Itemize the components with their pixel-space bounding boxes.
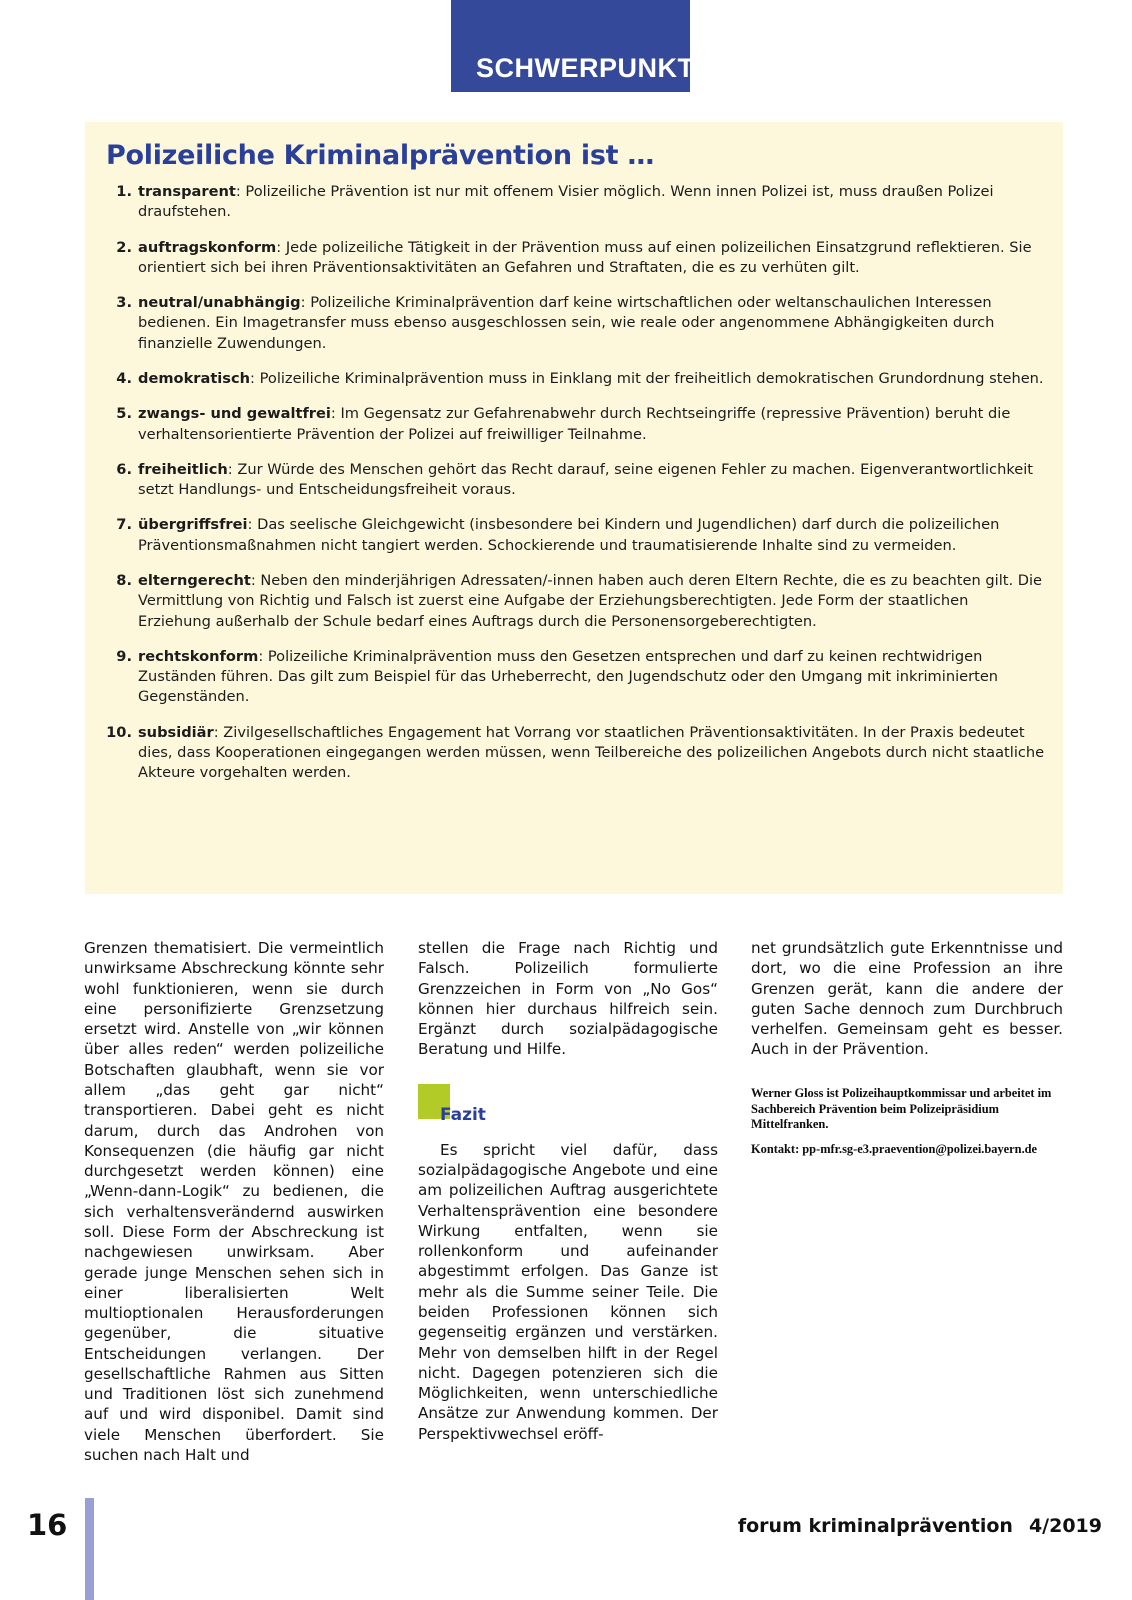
list-item-body	[138, 460, 1045, 501]
list-item-text: Polizeiliche Kriminalprävention muss den Gesetzen entsprechen und darf zu keinen rechtwidrigen Zuständen führen. Das gilt zum Beispiel für das Urheberrecht, den Jugendschutz oder den Umgang mit inkriminierten Gegenständen.	[138, 647, 999, 706]
list-item-body	[138, 515, 1045, 556]
author-contact: Kontakt: pp-mfr.sg-e3.praevention@polizei.bayern.de	[751, 1142, 1038, 1157]
list-item-text: Neben den minderjährigen Adressaten/-innen haben auch deren Eltern Rechte, die es zu beachten gilt. Die Vermittlung von Richtig und Falsch ist zuerst eine Aufgabe der Erziehungsberechtigten. Jede Form der staatlichen Erziehung außerhalb der Schule bedarf eines Auftrags durch die Personensorgeberechtigten.	[138, 571, 1043, 630]
list-item-body	[138, 571, 1045, 632]
list-item-number: 3.	[116, 294, 132, 312]
list-item	[106, 369, 1045, 389]
list-item-separator: :	[213, 723, 224, 741]
list-item	[106, 404, 1045, 445]
list-item	[106, 515, 1045, 556]
list-item-separator: :	[247, 516, 258, 534]
list-item-text: Polizeiliche Kriminalprävention darf keine wirtschaftlichen oder weltanschaulichen Interessen bedienen. Ein Imagetransfer muss ebenso ausgeschlossen sein, wie reale oder angenommene Abhängigkeiten durch finanzielle Zuwendungen.	[138, 294, 995, 352]
list-item-number: 7.	[116, 516, 132, 534]
article-column-3	[751, 938, 1063, 1158]
list-item-separator: :	[250, 571, 261, 589]
list-item-separator: :	[276, 238, 286, 256]
article-column-1	[84, 938, 384, 1465]
list-item-body	[138, 369, 1045, 389]
article-paragraph: Grenzen thematisiert. Die vermeintlich unwirksame Abschreckung könnte sehr wohl funktionieren, wenn sie durch eine personifizierte Grenzsetzung ersetzt wird. Anstelle von „wir können über alles reden“ werden polizeiliche Botschaften glaubhaft, wenn sie vor allem „das geht gar nicht“ transportieren. Dabei geht es nicht darum, durch das Androhen von Konsequenzen (die häufig gar nicht durchgesetzt werden können) eine „Wenn-dann-Logik“ zu bedienen, die sich verhaltensverändernd auswirken soll. Diese Form der Abschreckung ist nachgewiesen unwirksam. Aber gerade junge Menschen sehen sich in einer liberalisierten Welt multioptionalen Herausforderungen gegenüber, die situative Entscheidungen verlangen. Der gesellschaftliche Rahmen aus Sitten und Traditionen löst sich zunehmend auf und wird disponibel. Damit sind viele Menschen überfordert. Sie suchen nach Halt und	[84, 939, 384, 1465]
list-item-number: 5.	[116, 405, 132, 423]
list-item-text: Jede polizeiliche Tätigkeit in der Prävention muss auf einen polizeilichen Einsatzgrund reflektieren. Sie orientiert sich bei ihren Präventionsaktivitäten an Gefahren und Straftaten, die es zu verhüten gilt.	[138, 238, 1032, 276]
section-banner-label: SCHWERPUNKT	[476, 53, 695, 83]
list-item-separator: :	[330, 405, 341, 423]
section-banner	[451, 0, 695, 92]
footer-accent-bar	[85, 1498, 94, 1600]
list-item-number: 9.	[116, 647, 132, 665]
fazit-heading: Fazit	[440, 1104, 486, 1125]
list-item-number: 1.	[116, 183, 132, 200]
fazit-heading-block	[418, 1080, 718, 1138]
list-item-text: Zur Würde des Menschen gehört das Recht darauf, seine eigenen Fehler zu machen. Eigenverantwortlichkeit setzt Handlungs- und Entscheidungsfreiheit voraus.	[138, 460, 1034, 499]
list-item-separator: :	[250, 369, 260, 387]
list-item-number: 2.	[116, 238, 132, 256]
list-item-term: elterngerecht	[138, 571, 251, 589]
article-column-2	[418, 938, 718, 1444]
list-item-term: rechtskonform	[138, 647, 259, 665]
list-item-text: Das seelische Gleichgewicht (insbesondere bei Kindern und Jugendlichen) darf durch die polizeilichen Präventionsmaßnahmen nicht tangiert werden. Schockierende und traumatisierende Inhalte sind zu vermeiden.	[138, 516, 1000, 554]
list-item	[106, 647, 1045, 708]
article-paragraph: stellen die Frage nach Richtig und Falsch. Polizeilich formulierte Grenzzeichen in Form von „No Gos“ können hier durchaus hilfreich sein. Ergänzt durch sozialpädagogische Beratung und Hilfe.	[418, 939, 718, 1059]
list-item-term: transparent	[138, 183, 236, 200]
publication-issue: 4/2019	[1028, 1515, 1102, 1537]
highlight-box-title: Polizeiliche Kriminalprävention ist …	[106, 140, 655, 171]
list-item-body	[138, 723, 1045, 784]
fazit-paragraph: Es spricht viel dafür, dass sozialpädagogische Angebote und eine am polizeilichen Auftrag ausgerichtete Verhaltensprävention eine besondere Wirkung entfalten, wenn sie rollenkonform und aufeinander abgestimmt erfolgen. Das Ganze ist mehr als die Summe seiner Teile. Die beiden Professionen können sich gegenseitig ergänzen und verstärken. Mehr von demselben hilft in der Regel nicht. Dagegen potenzieren sich die Möglichkeiten, wenn unterschiedliche Ansätze zur Anwendung kommen. Der Perspektivwechsel eröff-	[418, 1140, 718, 1443]
list-item-body	[138, 293, 1045, 354]
list-item-number: 10.	[106, 723, 132, 741]
list-item-separator: :	[227, 460, 238, 478]
list-item	[106, 238, 1045, 279]
list-item	[106, 293, 1045, 354]
list-item-separator: :	[235, 183, 246, 200]
list-item-term: auftragskonform	[138, 238, 277, 256]
list-item-body	[138, 647, 1045, 708]
list-item-separator: :	[300, 294, 311, 312]
page-number: 16	[27, 1508, 68, 1542]
footer-publication-info	[738, 1515, 1102, 1537]
list-item-body	[138, 404, 1045, 445]
author-note	[751, 1086, 1063, 1159]
list-item-separator: :	[258, 647, 268, 665]
list-item-body	[138, 182, 1045, 223]
list-item-term: demokratisch	[138, 369, 251, 387]
list-item-term: zwangs- und gewaltfrei	[138, 405, 331, 423]
list-item-text: Im Gegensatz zur Gefahrenabwehr durch Rechtseingriffe (repressive Prävention) beruht die verhaltensorientierte Prävention der Polizei auf freiwilliger Teilnahme.	[138, 405, 1011, 443]
list-item	[106, 571, 1045, 632]
list-item-text: Polizeiliche Prävention ist nur mit offenem Visier möglich. Wenn innen Polizei ist, muss draußen Polizei draufstehen.	[138, 183, 994, 221]
list-item-term: freiheitlich	[138, 460, 228, 478]
author-bio: Werner Gloss ist Polizeihauptkommissar und arbeitet im Sachbereich Prävention beim Polizeipräsidium Mittelfranken.	[751, 1085, 1052, 1132]
list-item-term: neutral/unabhängig	[138, 294, 301, 312]
principles-list	[106, 182, 1045, 783]
list-item-text: Zivilgesellschaftliches Engagement hat Vorrang vor staatlichen Präventionsaktivitäten. In der Praxis bedeutet dies, dass Kooperationen eingegangen werden müssen, wenn Teilbereiche des polizeilichen Angebots durch nicht staatliche Akteure vorgehalten werden.	[138, 723, 1045, 782]
list-item	[106, 460, 1045, 501]
list-item-body	[138, 238, 1045, 279]
list-item-number: 4.	[116, 369, 132, 387]
article-paragraph: net grundsätzlich gute Erkenntnisse und dort, wo die eine Profession an ihre Grenzen gerät, kann die andere der guten Sache dennoch zum Durchbruch verhelfen. Gemeinsam geht es besser. Auch in der Prävention.	[751, 939, 1063, 1059]
publication-name: forum kriminalprävention	[737, 1515, 1013, 1537]
list-item-term: subsidiär	[138, 723, 214, 741]
principles-highlight-box	[85, 122, 1063, 894]
list-item-number: 8.	[116, 571, 132, 589]
list-item-text: Polizeiliche Kriminalprävention muss in Einklang mit der freiheitlich demokratischen Grundordnung stehen.	[259, 369, 1044, 387]
list-item-number: 6.	[116, 460, 132, 478]
list-item	[106, 182, 1045, 223]
list-item	[106, 723, 1045, 784]
list-item-term: übergriffsfrei	[138, 516, 248, 534]
